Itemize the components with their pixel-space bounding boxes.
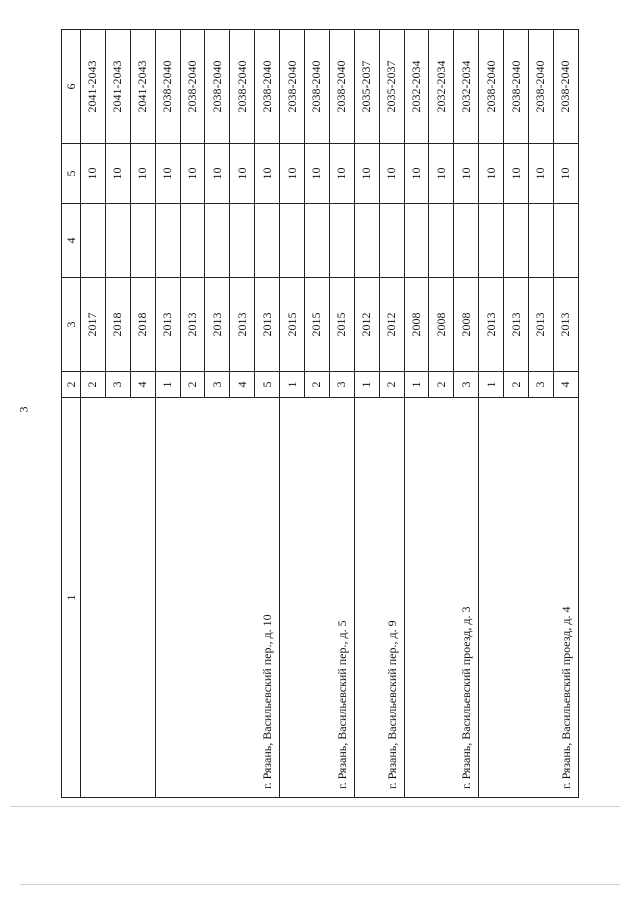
table-cell: 1 <box>280 372 305 398</box>
table-cell: 2013 <box>553 278 578 372</box>
address-cell <box>81 398 156 798</box>
rotated-table-wrapper <box>61 30 579 798</box>
table-cell <box>180 204 205 278</box>
table-cell: 2038-2040 <box>329 30 354 144</box>
table-cell: 2015 <box>329 278 354 372</box>
table-cell: 1 <box>155 372 180 398</box>
table-cell <box>280 204 305 278</box>
table-cell: 2038-2040 <box>180 30 205 144</box>
table-cell: 2008 <box>429 278 454 372</box>
table-cell <box>529 204 554 278</box>
address-cell: г. Рязань, Васильевский проезд, д. 3 <box>404 398 479 798</box>
table-cell: 2013 <box>529 278 554 372</box>
table-cell: 10 <box>329 144 354 204</box>
table-cell: 2038-2040 <box>155 30 180 144</box>
table-cell: 10 <box>504 144 529 204</box>
header-cell: 2 <box>62 372 81 398</box>
table-cell: 1 <box>404 372 429 398</box>
table-row <box>479 30 504 798</box>
table-cell <box>553 204 578 278</box>
table-cell: 10 <box>305 144 330 204</box>
table-cell: 10 <box>354 144 379 204</box>
table-cell <box>479 204 504 278</box>
table-cell: 2012 <box>379 278 404 372</box>
table-cell: 2 <box>429 372 454 398</box>
table-row <box>155 30 180 798</box>
table-cell: 2 <box>504 372 529 398</box>
table-cell: 2 <box>81 372 106 398</box>
table-cell <box>305 204 330 278</box>
table-cell: 2013 <box>230 278 255 372</box>
address-cell: г. Рязань, Васильевский пер., д. 10 <box>155 398 279 798</box>
table-cell: 2038-2040 <box>305 30 330 144</box>
table-cell: 10 <box>255 144 280 204</box>
table-cell: 1 <box>354 372 379 398</box>
table-cell: 10 <box>205 144 230 204</box>
scan-artifact-line <box>20 884 620 885</box>
table-cell: 2038-2040 <box>280 30 305 144</box>
scan-artifact-line <box>10 806 620 807</box>
table-cell: 2032-2034 <box>454 30 479 144</box>
table-cell: 10 <box>155 144 180 204</box>
table-cell: 2038-2040 <box>479 30 504 144</box>
table-cell <box>329 204 354 278</box>
table-cell: 3 <box>105 372 130 398</box>
table-cell: 2008 <box>404 278 429 372</box>
table-cell: 2017 <box>81 278 106 372</box>
table-cell: 10 <box>180 144 205 204</box>
address-cell: г. Рязань, Васильевский пер., д. 9 <box>354 398 404 798</box>
header-cell: 6 <box>62 30 81 144</box>
table-cell: 2032-2034 <box>404 30 429 144</box>
table-cell <box>429 204 454 278</box>
table-cell: 10 <box>81 144 106 204</box>
table-cell: 2 <box>305 372 330 398</box>
table-cell: 1 <box>479 372 504 398</box>
table-cell <box>404 204 429 278</box>
table-cell: 5 <box>255 372 280 398</box>
table-row <box>280 30 305 798</box>
header-cell: 4 <box>62 204 81 278</box>
table-cell <box>205 204 230 278</box>
header-cell: 3 <box>62 278 81 372</box>
table-cell <box>379 204 404 278</box>
table-cell <box>354 204 379 278</box>
table-cell: 10 <box>553 144 578 204</box>
table-cell: 2013 <box>479 278 504 372</box>
table-cell: 10 <box>429 144 454 204</box>
address-cell: г. Рязань, Васильевский проезд, д. 4 <box>479 398 579 798</box>
table-cell <box>454 204 479 278</box>
table-cell: 4 <box>130 372 155 398</box>
table-cell: 2038-2040 <box>504 30 529 144</box>
table-cell: 2041-2043 <box>81 30 106 144</box>
table-cell: 2038-2040 <box>553 30 578 144</box>
table-cell: 10 <box>230 144 255 204</box>
table-cell <box>81 204 106 278</box>
header-row <box>62 30 81 798</box>
table-row <box>404 30 429 798</box>
table-cell <box>105 204 130 278</box>
table-cell <box>255 204 280 278</box>
table-cell: 2041-2043 <box>130 30 155 144</box>
table-cell: 3 <box>205 372 230 398</box>
table-cell: 3 <box>329 372 354 398</box>
table-cell: 2038-2040 <box>230 30 255 144</box>
table-cell: 2041-2043 <box>105 30 130 144</box>
table-cell: 2013 <box>180 278 205 372</box>
table-row <box>81 30 106 798</box>
table-cell: 10 <box>280 144 305 204</box>
page-number: 3 <box>16 406 31 413</box>
table-cell: 2013 <box>155 278 180 372</box>
table-cell: 2013 <box>205 278 230 372</box>
elevator-schedule-table <box>61 29 579 798</box>
table-cell: 2 <box>379 372 404 398</box>
table-cell <box>230 204 255 278</box>
table-cell: 2013 <box>504 278 529 372</box>
table-cell: 10 <box>529 144 554 204</box>
table-cell: 2012 <box>354 278 379 372</box>
table-cell: 10 <box>454 144 479 204</box>
table-cell: 10 <box>404 144 429 204</box>
table-cell: 2035-2037 <box>354 30 379 144</box>
table-cell: 10 <box>479 144 504 204</box>
table-cell: 2018 <box>130 278 155 372</box>
table-cell <box>130 204 155 278</box>
header-cell: 5 <box>62 144 81 204</box>
table-cell: 2 <box>180 372 205 398</box>
table-cell: 2032-2034 <box>429 30 454 144</box>
table-cell: 3 <box>454 372 479 398</box>
table-cell: 10 <box>105 144 130 204</box>
table-row <box>354 30 379 798</box>
header-cell: 1 <box>62 398 81 798</box>
table-cell: 2018 <box>105 278 130 372</box>
table-cell: 3 <box>529 372 554 398</box>
table-cell: 2035-2037 <box>379 30 404 144</box>
table-cell: 2038-2040 <box>205 30 230 144</box>
table-cell <box>504 204 529 278</box>
table-cell: 10 <box>379 144 404 204</box>
table-cell: 4 <box>553 372 578 398</box>
table-cell: 2015 <box>280 278 305 372</box>
table-cell <box>155 204 180 278</box>
table-cell: 2008 <box>454 278 479 372</box>
table-cell: 2038-2040 <box>529 30 554 144</box>
table-cell: 2013 <box>255 278 280 372</box>
table-cell: 10 <box>130 144 155 204</box>
address-cell: г. Рязань, Васильевский пер., д. 5 <box>280 398 355 798</box>
table-cell: 2015 <box>305 278 330 372</box>
table-cell: 2038-2040 <box>255 30 280 144</box>
table-cell: 4 <box>230 372 255 398</box>
